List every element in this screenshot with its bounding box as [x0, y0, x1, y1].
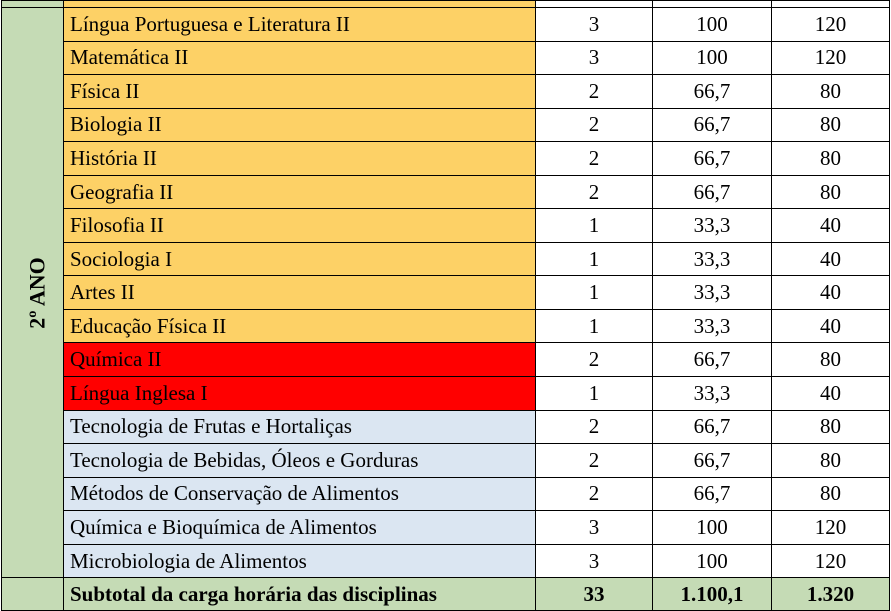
class-hours: 120: [772, 544, 890, 578]
cropped-top-row: [2, 1, 890, 8]
weekly-classes: 1: [536, 209, 653, 243]
class-hours: 40: [772, 209, 890, 243]
table-row: [2, 242, 890, 276]
class-hours: 80: [772, 444, 890, 478]
weekly-classes: 2: [536, 444, 653, 478]
table-row: [2, 209, 890, 243]
subtotal-hours: 1.100,1: [653, 578, 772, 611]
class-hours: 80: [772, 142, 890, 176]
class-hours: 40: [772, 377, 890, 411]
hours: 33,3: [653, 242, 772, 276]
table-row: [2, 444, 890, 478]
class-hours: 120: [772, 8, 890, 42]
class-hours: 40: [772, 242, 890, 276]
hours: 66,7: [653, 75, 772, 109]
class-hours: 80: [772, 108, 890, 142]
subtotal-label: Subtotal da carga horária das disciplinas: [64, 578, 536, 611]
weekly-classes: 1: [536, 242, 653, 276]
class-hours: 80: [772, 477, 890, 511]
year-label-cell: [2, 8, 64, 578]
weekly-classes: 1: [536, 377, 653, 411]
weekly-classes: 2: [536, 175, 653, 209]
subject-name: Física II: [64, 75, 536, 109]
weekly-classes: 2: [536, 108, 653, 142]
subject-name: Química e Bioquímica de Alimentos: [64, 511, 536, 545]
hours: 66,7: [653, 444, 772, 478]
table-row: [2, 175, 890, 209]
hours: 66,7: [653, 410, 772, 444]
hours: 33,3: [653, 309, 772, 343]
table-row: [2, 544, 890, 578]
table-row: [2, 75, 890, 109]
curriculum-table: [1, 0, 890, 611]
table-row: [2, 108, 890, 142]
table-row: [2, 377, 890, 411]
subject-name: Tecnologia de Frutas e Hortaliças: [64, 410, 536, 444]
hours: 33,3: [653, 276, 772, 310]
class-hours: 80: [772, 410, 890, 444]
weekly-classes: 3: [536, 41, 653, 75]
subject-name: Matemática II: [64, 41, 536, 75]
subject-name: Artes II: [64, 276, 536, 310]
weekly-classes: 2: [536, 142, 653, 176]
weekly-classes: 2: [536, 75, 653, 109]
weekly-classes: 2: [536, 477, 653, 511]
hours: 66,7: [653, 343, 772, 377]
subject-name: Tecnologia de Bebidas, Óleos e Gorduras: [64, 444, 536, 478]
subject-name: Educação Física II: [64, 309, 536, 343]
class-hours: 80: [772, 343, 890, 377]
table-row: [2, 410, 890, 444]
weekly-classes: 2: [536, 410, 653, 444]
hours: 33,3: [653, 209, 772, 243]
table-row: [2, 511, 890, 545]
weekly-classes: 3: [536, 544, 653, 578]
subject-name: Língua Inglesa I: [64, 377, 536, 411]
hours: 66,7: [653, 142, 772, 176]
subtotal-side-cell: [2, 578, 64, 611]
class-hours: 40: [772, 276, 890, 310]
hours: 100: [653, 41, 772, 75]
year-label: 2º ANO: [24, 256, 50, 329]
curriculum-table-body: [2, 1, 890, 611]
hours: 100: [653, 544, 772, 578]
subtotal-weekly-classes: 33: [536, 578, 653, 611]
hours: 100: [653, 511, 772, 545]
class-hours: 120: [772, 41, 890, 75]
cropped-cell: [64, 1, 536, 8]
hours: 100: [653, 8, 772, 42]
class-hours: 120: [772, 511, 890, 545]
subject-name: Química II: [64, 343, 536, 377]
table-row: [2, 477, 890, 511]
subject-name: Língua Portuguesa e Literatura II: [64, 8, 536, 42]
hours: 33,3: [653, 377, 772, 411]
subject-name: Microbiologia de Alimentos: [64, 544, 536, 578]
subject-name: História II: [64, 142, 536, 176]
hours: 66,7: [653, 477, 772, 511]
weekly-classes: 2: [536, 343, 653, 377]
weekly-classes: 1: [536, 309, 653, 343]
side-cell-top: [2, 1, 64, 8]
subject-name: Geografia II: [64, 175, 536, 209]
subject-name: Sociologia I: [64, 242, 536, 276]
curriculum-table-container: [1, 0, 889, 609]
subject-name: Métodos de Conservação de Alimentos: [64, 477, 536, 511]
table-row: [2, 309, 890, 343]
table-row: [2, 276, 890, 310]
cropped-cell: [536, 1, 653, 8]
table-row: [2, 8, 890, 42]
subject-name: Biologia II: [64, 108, 536, 142]
weekly-classes: 3: [536, 8, 653, 42]
weekly-classes: 1: [536, 276, 653, 310]
class-hours: 80: [772, 175, 890, 209]
hours: 66,7: [653, 175, 772, 209]
subtotal-row: [2, 578, 890, 611]
table-row: [2, 142, 890, 176]
subject-name: Filosofia II: [64, 209, 536, 243]
subtotal-class-hours: 1.320: [772, 578, 890, 611]
class-hours: 80: [772, 75, 890, 109]
cropped-cell: [653, 1, 772, 8]
weekly-classes: 3: [536, 511, 653, 545]
table-row: [2, 41, 890, 75]
hours: 66,7: [653, 108, 772, 142]
table-row: [2, 343, 890, 377]
cropped-cell: [772, 1, 890, 8]
class-hours: 40: [772, 309, 890, 343]
